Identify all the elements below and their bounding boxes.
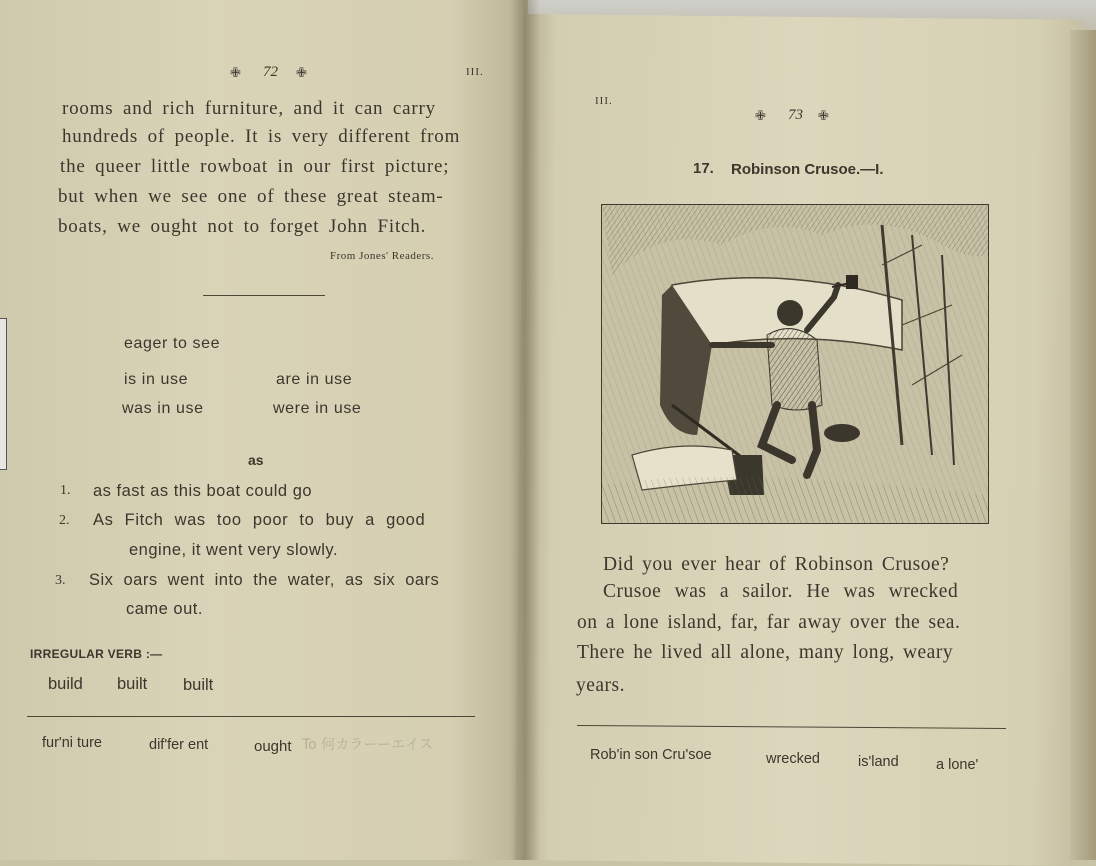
left-paragraph-line-4: but when we see one of these great steam- xyxy=(58,186,444,207)
as-heading: as xyxy=(248,452,264,468)
vocabulary-right-2: wrecked xyxy=(766,751,820,767)
phrase-are-in-use: are in use xyxy=(276,371,353,388)
left-paragraph-line-3: the queer little rowboat in our first picture; xyxy=(60,156,450,177)
page-number-left: 72 xyxy=(263,64,278,80)
left-paragraph-line-2: hundreds of people. It is very different from xyxy=(62,126,461,147)
section-mark-right: III. xyxy=(595,95,613,107)
vocabulary-left-1: fur'ni ture xyxy=(42,735,102,751)
handwritten-note: To 何カラーーエイス xyxy=(302,737,434,753)
woodcut-picture xyxy=(602,205,988,523)
left-paragraph-line-1: rooms and rich furniture, and it can carry xyxy=(62,98,436,119)
example-number-1: 1. xyxy=(60,483,71,498)
example-3-line-2: came out. xyxy=(126,600,203,618)
page-number-right: 73 xyxy=(788,107,803,123)
vocabulary-left-2: dif'fer ent xyxy=(149,737,209,753)
section-divider xyxy=(203,295,325,296)
phrase-were-in-use: were in use xyxy=(273,400,362,417)
example-number-3: 3. xyxy=(55,573,66,588)
verb-form-1: build xyxy=(48,675,83,693)
example-number-2: 2. xyxy=(59,513,70,528)
right-paragraph-line-2: Crusoe was a sailor. He was wrecked xyxy=(603,581,959,602)
lesson-title: Robinson Crusoe.—I. xyxy=(731,161,884,178)
attribution: From Jones' Readers. xyxy=(330,250,434,262)
left-paragraph-line-5: boats, we ought not to forget John Fitch. xyxy=(58,216,427,237)
vocabulary-right-1: Rob'in son Cru'soe xyxy=(590,747,712,763)
right-paragraph-line-5: years. xyxy=(576,675,626,696)
right-paragraph-line-4: There he lived all alone, many long, weary xyxy=(577,642,954,663)
example-2-line-2: engine, it went very slowly. xyxy=(129,541,339,559)
right-paragraph-line-1: Did you ever hear of Robinson Crusoe? xyxy=(603,554,950,575)
lesson-number: 17. xyxy=(693,160,714,177)
vocabulary-rule-left xyxy=(27,716,475,717)
verb-form-3: built xyxy=(183,676,214,694)
example-2-line-1: As Fitch was too poor to buy a good xyxy=(93,511,426,529)
vocabulary-right-3: is'land xyxy=(858,754,899,770)
irregular-verb-label: IRREGULAR VERB :— xyxy=(30,647,163,661)
verb-form-2: built xyxy=(117,675,148,693)
header-ornament-left: ✙ xyxy=(230,65,242,80)
phrase-was-in-use: was in use xyxy=(122,400,204,417)
header-ornament-right-right-page: ✙ xyxy=(818,108,830,123)
section-mark-left: III. xyxy=(466,66,484,78)
vocabulary-right-4: a lone' xyxy=(936,757,979,773)
phrase-is-in-use: is in use xyxy=(124,371,189,388)
phrase-eager: eager to see xyxy=(124,335,221,352)
robinson-crusoe-illustration xyxy=(601,204,989,524)
example-3-line-1: Six oars went into the water, as six oars xyxy=(89,571,440,589)
book-gutter xyxy=(510,0,540,860)
right-paragraph-line-3: on a lone island, far, far away over the sea. xyxy=(577,612,961,633)
book-edge xyxy=(1070,30,1096,860)
vocabulary-left-3: ought xyxy=(254,738,292,755)
header-ornament-left-right-page: ✙ xyxy=(755,108,767,123)
page-clip xyxy=(0,318,7,470)
example-1-line-1: as fast as this boat could go xyxy=(93,482,313,500)
header-ornament-right: ✙ xyxy=(296,65,308,80)
